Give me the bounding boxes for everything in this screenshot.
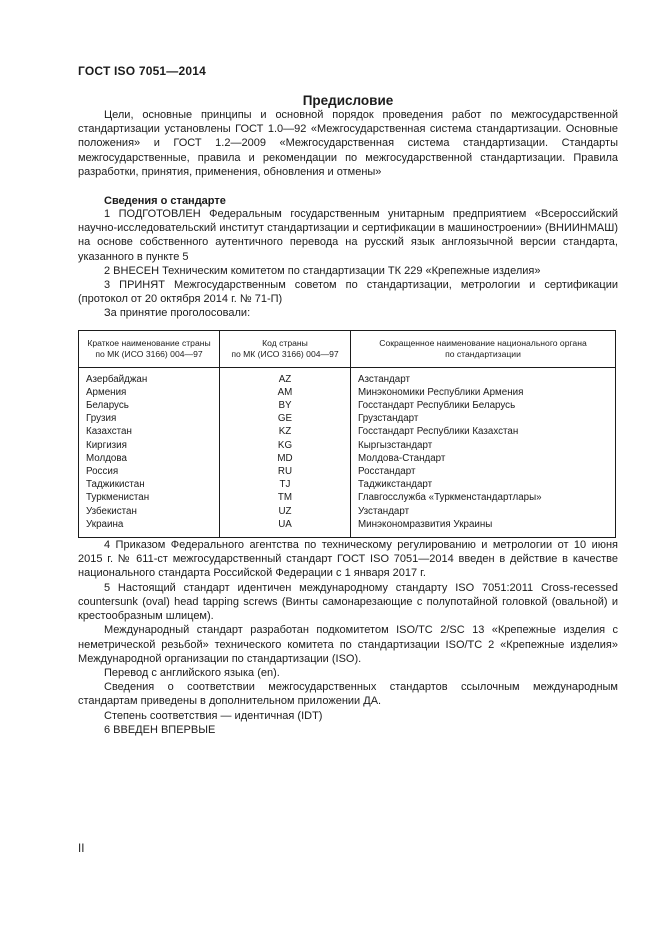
table-row: [79, 386, 616, 399]
country-cell: Таджикистан: [79, 478, 220, 491]
org-cell: Молдова-Стандарт: [358, 452, 446, 464]
table-row: [79, 491, 616, 504]
about-standard-heading: Сведения о стандарте: [104, 195, 226, 208]
vote-intro: За принятие проголосовали:: [104, 307, 251, 320]
clause-2: 2 ВНЕСЕН Техническим комитетом по стандартизации ТК 229 «Крепежные изделия»: [104, 264, 541, 277]
country-cell: Армения: [79, 386, 220, 399]
org-cell: Грузстандарт: [358, 413, 419, 425]
clause-5: 5 Настоящий стандарт идентичен международному стандарту ISO 7051:2011 Cross-recessed countersunk (oval) head tapping screws (Винты самонарезающие с полупотайной головкой (овальной) и крестообразным шлицем).: [78, 581, 618, 623]
column-header-org: [351, 330, 616, 367]
code-cell: UZ: [220, 505, 351, 518]
org-cell: Азстандарт: [358, 373, 410, 385]
voting-countries-table: [78, 330, 616, 538]
code-cell: AZ: [220, 367, 351, 386]
table-row: [79, 505, 616, 518]
header-line: по МК (ИСО 3166) 004—97: [95, 348, 203, 359]
page-content: [78, 64, 618, 737]
header-line: по стандартизации: [445, 348, 521, 359]
running-head: ГОСТ ISO 7051—2014: [78, 64, 207, 78]
country-cell: Азербайджан: [79, 367, 220, 386]
country-cell: Туркменистан: [79, 491, 220, 504]
column-header-code: [220, 330, 351, 367]
org-cell: Таджикстандарт: [358, 479, 433, 491]
header-line: Код страны: [262, 337, 308, 348]
intro-paragraph: Цели, основные принципы и основной порядок проведения работ по межгосударственной стандартизации установлены ГОСТ 1.0—92 «Межгосударственная система стандартизации. Основные положения» и ГОСТ 1.2—2009 «Межгосударственная система стандартизации. Стандарты межгосударственные, правила и рекомендации по межгосударственной стандартизации. Правила разработки, принятия, применения, обновления и отмены»: [78, 109, 618, 178]
clause-4: 4 Приказом Федерального агентства по техническому регулированию и метрологии от 10 июня 2015 г. № 611-ст межгосударственный стандарт ГОСТ ISO 7051—2014 введен в действие в качестве национального стандарта Российской Федерации с 1 января 2017 г.: [78, 539, 618, 580]
clause-5-correspondence: Сведения о соответствии межгосударственных стандартов ссылочным международным стандартам приведены в дополнительном приложении ДА.: [78, 681, 618, 708]
table-row: [79, 465, 616, 478]
clause-1: 1 ПОДГОТОВЛЕН Федеральным государственным унитарным предприятием «Всероссийский научно-исследовательский институт стандартизации и сертификации в машиностроении» (ВНИИНМАШ) на основе собственного аутентичного перевода на русский язык англоязычной версии стандарта, указанного в пункте 5: [78, 208, 618, 263]
code-cell: KZ: [220, 425, 351, 438]
table-row: [79, 399, 616, 412]
code-cell: AM: [220, 386, 351, 399]
table-row: [79, 452, 616, 465]
country-cell: Беларусь: [79, 399, 220, 412]
code-cell: BY: [220, 399, 351, 412]
code-cell: KG: [220, 439, 351, 452]
column-header-country: [79, 330, 220, 367]
header-line: по МК (ИСО 3166) 004—97: [231, 348, 339, 359]
header-line: Краткое наименование страны: [87, 337, 211, 348]
org-cell: Минэкономразвития Украины: [358, 518, 493, 530]
country-cell: Молдова: [79, 452, 220, 465]
org-cell: Узстандарт: [358, 505, 410, 517]
org-cell: Росстандарт: [358, 466, 416, 478]
clause-6: 6 ВВЕДЕН ВПЕРВЫЕ: [104, 723, 216, 736]
code-cell: TM: [220, 491, 351, 504]
table-row: [79, 439, 616, 452]
clause-5-translation: Перевод с английского языка (en).: [104, 666, 280, 679]
page-title: Предисловие: [302, 93, 394, 108]
country-cell: Киргизия: [79, 439, 220, 452]
org-cell: Госстандарт Республики Казахстан: [358, 426, 519, 438]
clause-5-development: Международный стандарт разработан подкомитетом ISO/ТС 2/SC 13 «Крепежные изделия с неметрической резьбой» технического комитета по стандартизации ISO/ТС 2 «Крепежные изделия» Международной организации по стандартизации (ISO).: [78, 624, 618, 665]
country-cell: Россия: [79, 465, 220, 478]
table-row: [79, 425, 616, 438]
page-number: II: [78, 843, 85, 855]
code-cell: RU: [220, 465, 351, 478]
country-cell: Украина: [79, 518, 220, 538]
table-header-row: [79, 330, 616, 367]
table-row: [79, 518, 616, 538]
org-cell: Главгосслужба «Туркменстандартлары»: [358, 492, 542, 504]
org-cell: Минэкономики Республики Армения: [358, 386, 524, 398]
table-row: [79, 412, 616, 425]
country-cell: Грузия: [79, 412, 220, 425]
table-row: [79, 367, 616, 386]
country-cell: Казахстан: [79, 425, 220, 438]
code-cell: TJ: [220, 478, 351, 491]
code-cell: MD: [220, 452, 351, 465]
code-cell: GE: [220, 412, 351, 425]
org-cell: Кыргызстандарт: [358, 439, 433, 451]
org-cell: Госстандарт Республики Беларусь: [358, 400, 516, 412]
country-cell: Узбекистан: [79, 505, 220, 518]
clause-3: 3 ПРИНЯТ Межгосударственным советом по стандартизации, метрологии и сертификации (протокол от 20 октября 2014 г. № 71-П): [78, 279, 618, 306]
code-cell: UA: [220, 518, 351, 538]
clause-5-degree: Степень соответствия — идентичная (IDT): [104, 709, 323, 722]
header-line: Сокращенное наименование национального органа: [379, 337, 587, 348]
table-row: [79, 478, 616, 491]
